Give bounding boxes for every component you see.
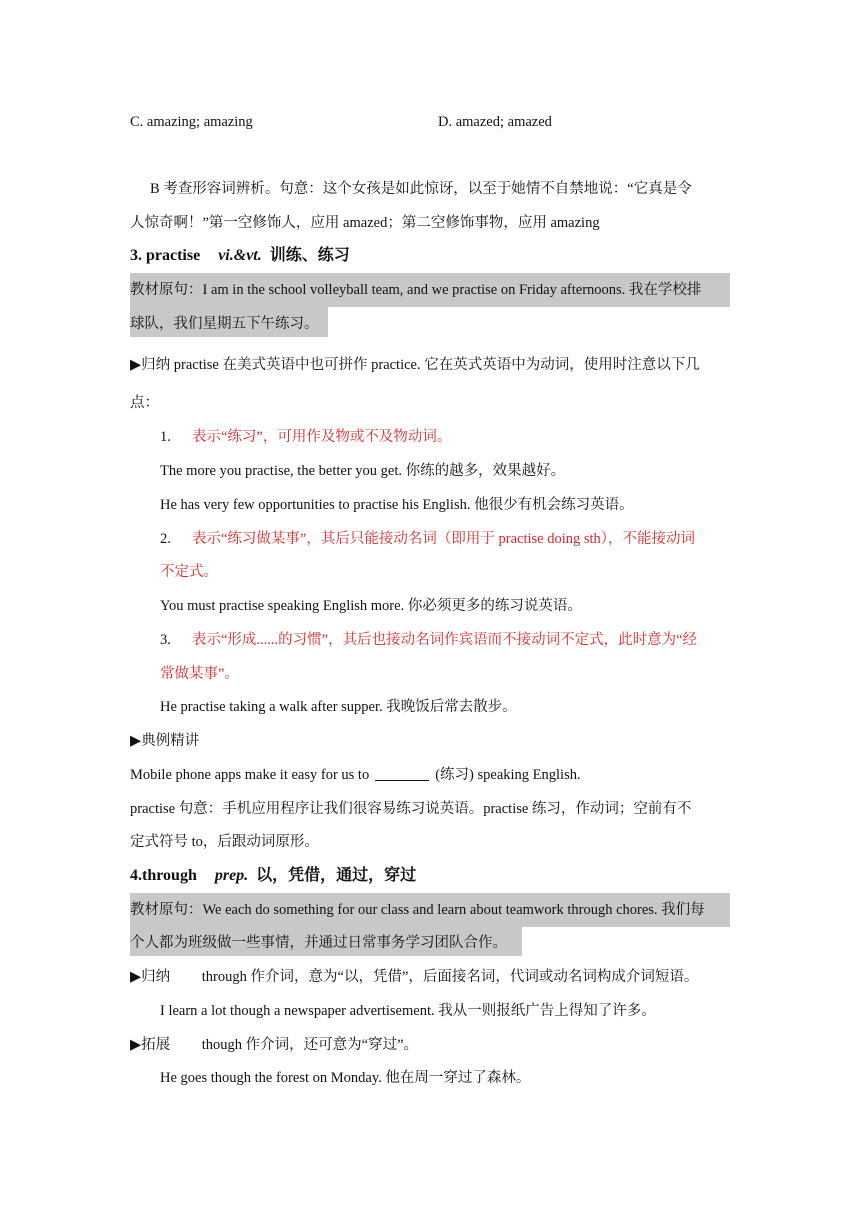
point-text: 表示“形成......的习惯”，其后也接动名词作宾语而不接动词不定式，此时意为“经 [192,632,698,648]
section-4-summary [130,967,730,987]
example-question [130,765,730,785]
example-sentence: He practise taking a walk after supper. 我晚饭后常去散步。 [160,699,517,715]
example-sentence: The more you practise, the better you get. 你练的越多，效果越好。 [160,463,566,479]
point-number: 2. [160,531,171,547]
extend-label: ▶拓展 [130,1037,171,1053]
example-sentence: He goes though the forest on Monday. 他在周一穿过了森林。 [160,1070,531,1086]
point-text-continued: 常做某事”。 [160,666,239,682]
section-3-summary-line-2: 点： [130,395,159,411]
example-question-before: Mobile phone apps make it easy for us to [130,767,370,783]
option-row [130,112,730,132]
answer-line-2: 人惊奇啊！”第一空修饰人，应用 amazed；第二空修饰事物，应用 amazing [130,215,600,231]
section-3-word: 3. practise [130,247,201,264]
section-3-source-line-1: 教材原句：I am in the school volleyball team, and we practise on Friday afternoons. 我在学校排 [130,282,702,298]
section-4-pos: prep. [214,867,249,884]
section-3-source-line-2: 球队，我们星期五下午练习。 [130,316,319,332]
section-3-summary-line-1: ▶归纳 practise 在美式英语中也可拼作 practice. 它在英式英语中为动词，使用时注意以下几 [130,357,700,373]
explanation-line-2: 定式符号 to，后跟动词原形。 [130,834,319,850]
point-text-continued: 不定式。 [160,564,218,580]
section-3-pos: vi.&vt. [218,247,262,264]
point-2 [160,529,760,549]
example-label: ▶典例精讲 [130,733,200,749]
summary-text: through 作介词，意为“以，凭借”，后面接名词，代词或动名词构成介词短语。 [201,969,699,985]
section-4-heading [130,866,730,886]
section-3-meaning: 训练、练习 [269,247,350,264]
section-4-meaning: 以，凭借，通过，穿过 [256,867,417,884]
example-sentence: You must practise speaking English more. 你必须更多的练习说英语。 [160,598,582,614]
explanation-line-1: practise 句意：手机应用程序让我们很容易练习说英语。practise 练习，作动词；空前有不 [130,801,692,817]
example-question-after: (练习) speaking English. [435,767,581,783]
point-3 [160,630,760,650]
section-3-heading [130,246,730,266]
point-text: 表示“练习”，可用作及物或不及物动词。 [192,429,452,445]
point-text: 表示“练习做某事”，其后只能接动名词（即用于 practise doing sth），不能接动词 [192,531,696,547]
section-4-source-line-1: 教材原句：We each do something for our class and learn about teamwork through chores. 我们每 [130,902,705,918]
section-4-extend [130,1035,730,1055]
point-number: 1. [160,429,171,445]
answer-blank [375,766,429,781]
answer-line-1: B 考查形容词辨析。句意：这个女孩是如此惊讶，以至于她情不自禁地说：“它真是令 [150,181,692,197]
option-c: C. amazing; amazing [130,114,253,130]
point-1 [160,427,760,447]
example-sentence: I learn a lot though a newspaper advertisement. 我从一则报纸广告上得知了许多。 [160,1003,656,1019]
extend-text: though 作介词，还可意为“穿过”。 [201,1037,419,1053]
point-number: 3. [160,632,171,648]
option-d: D. amazed; amazed [438,114,552,130]
summary-label: ▶归纳 [130,969,171,985]
example-sentence: He has very few opportunities to practise his English. 他很少有机会练习英语。 [160,497,634,513]
section-4-source-line-2: 个人都为班级做一些事情，并通过日常事务学习团队合作。 [130,935,507,951]
section-4-word: 4.through [130,867,197,884]
